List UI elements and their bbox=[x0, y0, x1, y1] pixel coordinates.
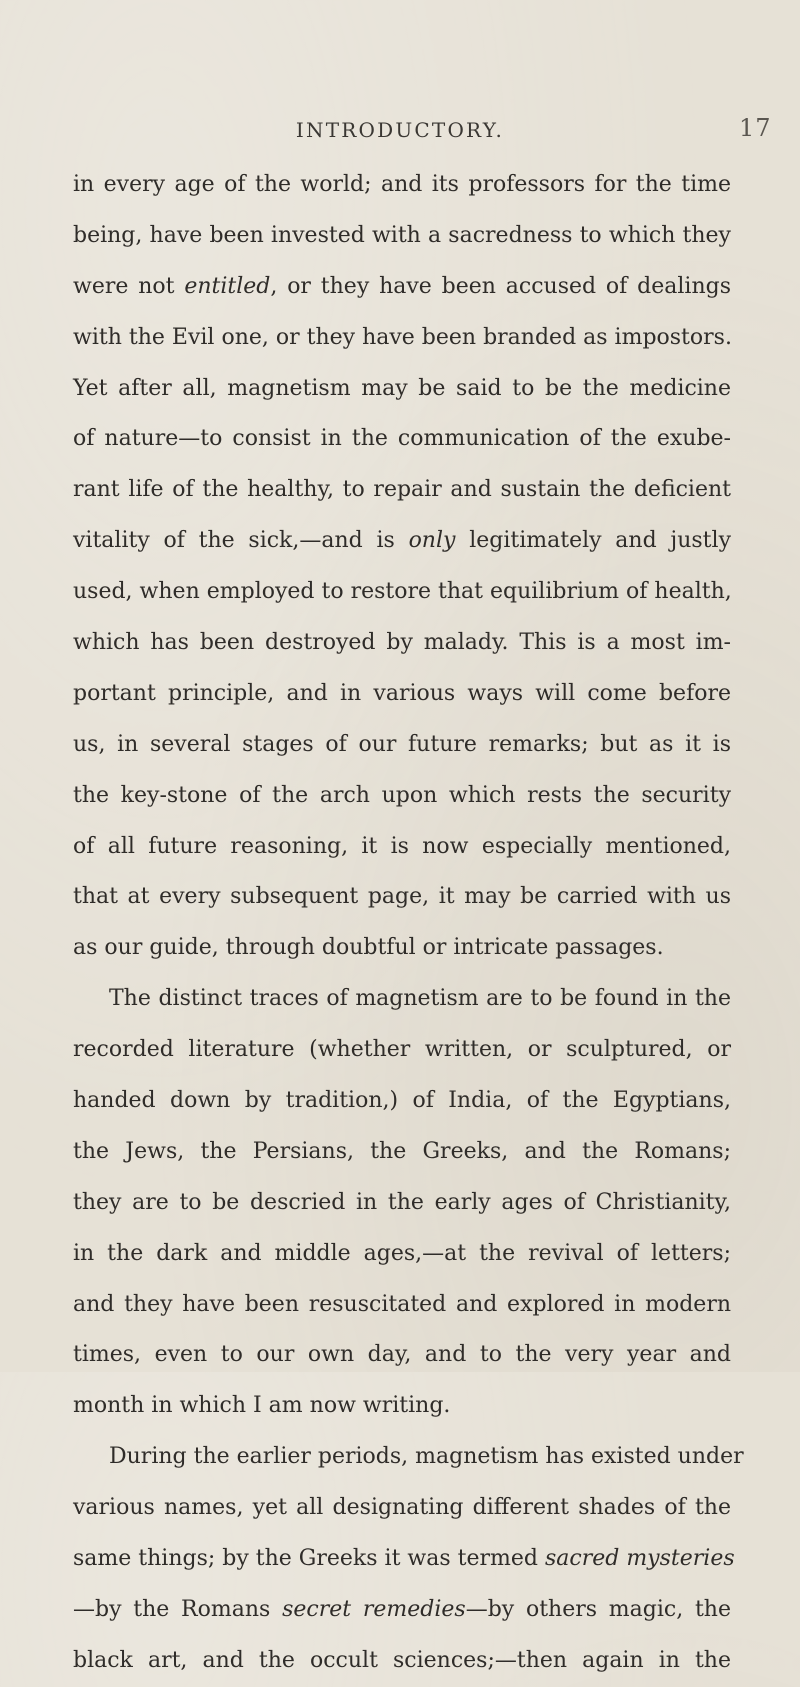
text-line bbox=[73, 1280, 731, 1331]
text-segment: vitality of the sick,—and is bbox=[73, 528, 409, 554]
text-segment: as our guide, through doubtful or intricate passages. bbox=[73, 935, 664, 961]
text-segment: were not bbox=[73, 273, 185, 299]
text-line bbox=[73, 1585, 731, 1636]
text-line bbox=[73, 211, 731, 262]
text-segment: used, when employed to restore that equilibrium of health, bbox=[73, 579, 732, 605]
text-line bbox=[73, 822, 731, 873]
text-segment: The distinct traces of magnetism are to be found in the bbox=[109, 986, 731, 1012]
text-segment: black art, and the occult sciences;—then again in the bbox=[73, 1647, 731, 1673]
text-segment: recorded literature (whether written, or sculptured, or bbox=[73, 1037, 731, 1063]
text-line bbox=[73, 1229, 731, 1280]
text-line bbox=[73, 364, 731, 415]
text-line bbox=[73, 1025, 731, 1076]
text-line bbox=[73, 516, 731, 567]
italic-text: entitled bbox=[184, 273, 271, 299]
text-segment: the key-stone of the arch upon which rests the security bbox=[73, 782, 731, 808]
text-segment: rant life of the healthy, to repair and sustain the deficient bbox=[73, 477, 731, 503]
text-line bbox=[73, 923, 731, 974]
italic-text: only bbox=[408, 528, 456, 554]
text-segment: portant principle, and in various ways will come before bbox=[73, 680, 731, 706]
text-segment: various names, yet all designating different shades of the bbox=[73, 1495, 731, 1521]
text-line bbox=[73, 1432, 744, 1483]
text-segment: —by others magic, the bbox=[465, 1596, 731, 1622]
text-segment: Yet after all, magnetism may be said to be the medicine bbox=[73, 375, 731, 401]
body-text bbox=[73, 160, 744, 1687]
text-line bbox=[73, 771, 731, 822]
italic-text: secret remedies bbox=[282, 1596, 466, 1622]
running-head bbox=[0, 112, 800, 152]
text-segment: that at every subsequent page, it may be carried with us bbox=[73, 884, 731, 910]
italic-text: sacred mysteries bbox=[544, 1546, 735, 1572]
paragraph bbox=[73, 160, 731, 974]
text-segment: , or they have been accused of dealings bbox=[270, 273, 731, 299]
text-segment: month in which I am now writing. bbox=[73, 1393, 451, 1419]
text-line bbox=[73, 1534, 735, 1585]
text-segment: of all future reasoning, it is now especially mentioned, bbox=[73, 833, 731, 859]
text-line bbox=[73, 1076, 731, 1127]
text-line bbox=[73, 160, 731, 211]
text-segment: times, even to our own day, and to the very year and bbox=[73, 1342, 731, 1368]
running-title: INTRODUCTORY. bbox=[295, 118, 505, 142]
text-segment: us, in several stages of our future remarks; but as it is bbox=[73, 731, 731, 757]
paragraph bbox=[73, 974, 731, 1432]
text-segment: of nature—to consist in the communication of the exube- bbox=[73, 426, 731, 452]
text-line bbox=[73, 872, 731, 923]
text-line bbox=[73, 1178, 731, 1229]
text-line bbox=[73, 567, 731, 618]
text-line bbox=[73, 1483, 731, 1534]
text-segment: they are to be descried in the early ages of Christianity, bbox=[73, 1189, 731, 1215]
text-line bbox=[73, 1127, 731, 1178]
text-line bbox=[73, 1636, 731, 1687]
text-segment: handed down by tradition,) of India, of the Egyptians, bbox=[73, 1088, 731, 1114]
text-line bbox=[73, 720, 731, 771]
text-segment: with the Evil one, or they have been branded as impostors. bbox=[73, 324, 732, 350]
text-segment: During the earlier periods, magnetism has existed under bbox=[109, 1444, 744, 1470]
text-line bbox=[73, 262, 731, 313]
text-segment: same things; by the Greeks it was termed bbox=[73, 1546, 545, 1572]
text-line bbox=[73, 974, 731, 1025]
text-segment: —by the Romans bbox=[73, 1596, 283, 1622]
text-segment: in the dark and middle ages,—at the revival of letters; bbox=[73, 1240, 731, 1266]
text-segment: legitimately and justly bbox=[455, 528, 731, 554]
text-segment: the Jews, the Persians, the Greeks, and the Romans; bbox=[73, 1138, 731, 1164]
text-segment: in every age of the world; and its professors for the time bbox=[73, 172, 731, 197]
text-segment: and they have been resuscitated and explored in modern bbox=[73, 1291, 731, 1317]
paragraph bbox=[73, 1432, 744, 1686]
text-line bbox=[73, 1330, 731, 1381]
page-number: 17 bbox=[739, 114, 772, 142]
text-line bbox=[73, 313, 731, 364]
text-segment: which has been destroyed by malady. This is a most im- bbox=[73, 630, 731, 656]
text-line bbox=[73, 465, 731, 516]
text-line bbox=[73, 618, 731, 669]
text-line bbox=[73, 414, 731, 465]
text-line bbox=[73, 669, 731, 720]
text-line bbox=[73, 1381, 731, 1432]
text-segment: being, have been invested with a sacredness to which they bbox=[73, 222, 731, 248]
